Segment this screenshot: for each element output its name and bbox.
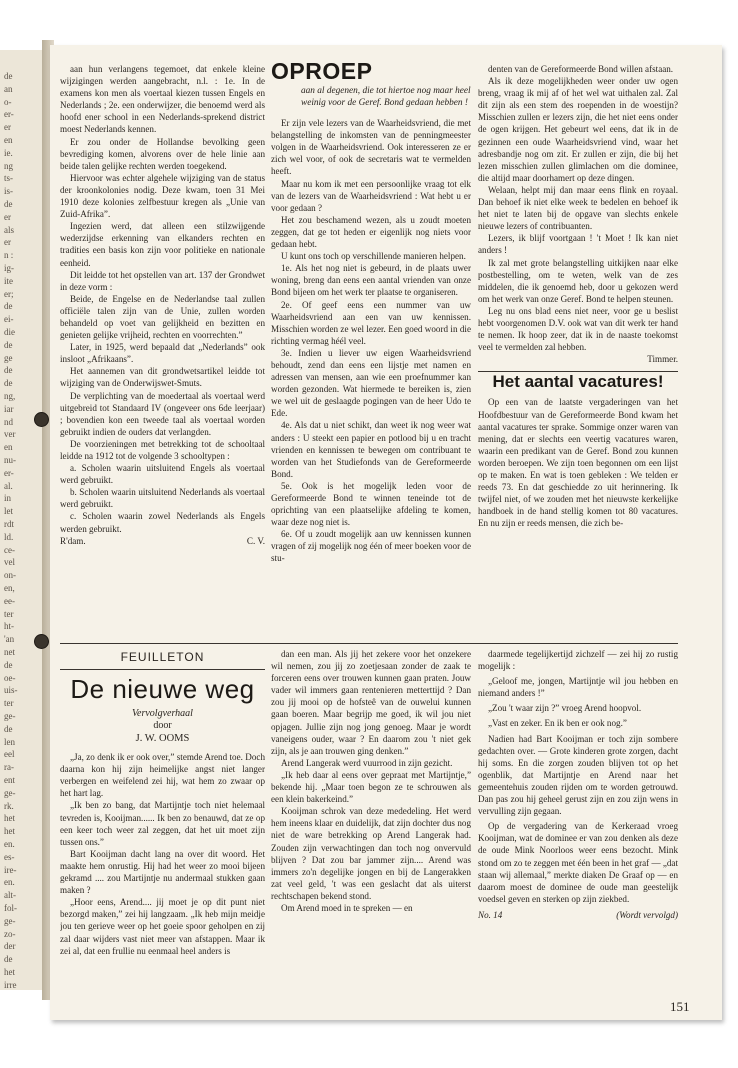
- paragraph: Maar nu kom ik met een persoonlijke vraag tot elk van de lezers van de Waarheidsvriend : Wat hebt u er voor gedaan ?: [271, 178, 471, 213]
- previous-page-text-fragment: ite: [4, 275, 13, 286]
- paragraph: Arend Langerak werd vuurrood in zijn gezicht.: [281, 757, 453, 768]
- paragraph: Op de vergadering van de Kerkeraad vroeg Kooijman, wat de dominee er van zou denken als deze de oude Mink Noorloos weer eens bezocht. Mink stond om zo te zeggen met één been in het graf — „dat staan wij allemaal,” merkte diaken De Graaf op — en daarom moest de dominee de oude man geestelijk voedsel geven en sterken op zijn ziekbed.: [478, 821, 678, 904]
- serial-text-2: [271, 648, 471, 914]
- previous-page-text-fragment: er-: [4, 467, 14, 478]
- paragraph: 2e. Of geef eens een nummer van uw Waarheidsvriend aan een van uw kennissen. Misschien worden ze wel lezer. Een goed woord in die richting vermag héél veel.: [271, 299, 471, 346]
- previous-page-text-fragment: let: [4, 506, 13, 517]
- serial-text-1: [60, 751, 265, 957]
- article-signoff: [60, 535, 265, 547]
- previous-page-text-fragment: en,: [4, 583, 15, 593]
- previous-page-text-fragment: es-: [4, 851, 15, 862]
- previous-page-text-fragment: ire-: [4, 864, 17, 875]
- previous-page-text-fragment: eel: [4, 749, 15, 760]
- previous-page-text-fragment: de: [4, 199, 13, 209]
- previous-page-text-fragment: ter: [4, 608, 14, 619]
- feuilleton-column-2: [271, 648, 471, 978]
- paragraph: Welaan, helpt mij dan maar eens flink en royaal. Dan behoef ik niet elke week te bedelen en behoef ik het niet te laten bij de opgave van slechts enkele nieuwe lezers of contribuanten.: [478, 184, 678, 232]
- oproep-article: [271, 63, 471, 638]
- paragraph: 3e. Indien u liever uw eigen Waarheidsvriend behoudt, zend dan eens een lijstje met namen en adressen van mensen, aan wie een proefnummer kan worden gezonden. Wat hiermede te bereiken is, zien we wel uit de geslaagde pogingen van de heer Udo te Ede.: [271, 347, 471, 419]
- paragraph: De voorzieningen met betrekking tot de schooltaal leidde na 1912 tot de volgende 3 schooltypen :: [60, 438, 265, 461]
- previous-page-text-fragment: de: [4, 723, 13, 734]
- feuilleton-column-3: [478, 648, 678, 978]
- paragraph: Leg nu ons blad eens niet neer, voor ge u beslist hebt voorgenomen D.V. ook wat van dit werk ter hand te nemen. Ik hoop zeer, dat ik in de naaste toekomst veel te vermelden zal hebben.: [478, 305, 678, 353]
- previous-page-text-fragment: en: [4, 442, 13, 453]
- previous-page-text-fragment: ent: [4, 775, 15, 785]
- serial-by: door: [153, 720, 172, 732]
- paragraph: 4e. Als dat u niet schikt, dan weet ik nog weer wat anders : U steekt een papier en potlood bij u en tracht vrienden en kennissen te bewegen om contribuant te worden van het Studiefonds van de Gereformeerde Bond.: [271, 420, 471, 479]
- oproep-subtitle: aan al degenen, die tot hiertoe nog maar heel weinig voor de Geref. Bond gedaan hebben !: [301, 86, 471, 109]
- paragraph: Dit leidde tot het opstellen van art. 137 der Grondwet in deze vorm :: [60, 269, 265, 292]
- section-rule: [60, 643, 678, 644]
- paragraph: „Geloof me, jongen, Martijntje wil jou hebben en niemand anders !”: [478, 676, 678, 699]
- paragraph: „Ik ben zo bang, dat Martijntje toch niet helemaal tevreden is, Kooijman...... Ik ben zo benauwd, dat ze op een keer toch weer zal zeggen, dat het uit moet zijn tussen ons.”: [60, 800, 265, 847]
- previous-page-text-fragment: irre: [4, 979, 17, 990]
- signoff-place: R'dam.: [60, 535, 86, 546]
- previous-page-text-fragment: de: [4, 378, 13, 389]
- binding-hole-icon: [34, 412, 49, 427]
- previous-page-text-fragment: ht-: [4, 621, 14, 632]
- right-column: [478, 63, 678, 638]
- paragraph: Als ik deze mogelijkheden weer onder uw ogen breng, vraag ik mij af of het wel wat uithalen zal. Zal dit zijn als een stem des roependen in de woestijn? Misschien zullen er lezers zijn, die het niet eens onder de ogen krijgen. Het gebeurt wel eens, dat ik in de gezinnen een oude Waarheidsvriend vind, waar het adresbandje nog om zit. Er zullen er zijn, die bij het lezen misschien zullen glimlachen om die dominee, die altijd maar doorhamert op deze dingen.: [478, 76, 678, 183]
- serial-subtitle: Vervolgverhaal: [132, 708, 193, 720]
- previous-page-text-fragment: de: [4, 659, 13, 670]
- continued-article: [60, 63, 265, 638]
- paragraph: c. Scholen waarin zowel Nederlands als Engels werden gebruikt.: [60, 511, 265, 534]
- paragraph: „Zou 't waar zijn ?” vroeg Arend hoopvol.: [488, 703, 642, 714]
- previous-page-text-fragment: iar: [4, 403, 14, 414]
- previous-page-text-fragment: an: [4, 83, 13, 94]
- feuilleton-header: FEUILLETON: [120, 650, 205, 664]
- paragraph: b. Scholen waarin uitsluitend Nederlands als voertaal werd gebruikt.: [60, 487, 265, 510]
- paragraph: Kooijman schrok van deze mededeling. Het werd hem ineens klaar en duidelijk, dat zijn dochter dus nog niet de ware betrekking op Arend Langerak had. Zouden zijn verwachtingen dan toch nog onvervuld blijven ? Dat zou bar jammer zijn.... Arend was immers zo'n degelijke jongen en bij de Langerakken zat veel geld, 't was een geslacht dat als uiterst rechtschapen bekend stond.: [271, 806, 471, 901]
- vacatures-body: Op een van de laatste vergaderingen van het Hoofdbestuur van de Gereformeerde Bond kwam het aantal vacatures ter sprake. Sommige onzer waren van mening, dat er slechts een veertig vacatures waren, waarin een predikant van de Geref. Bond zou kunnen worden beroepen. We zijn toen begonnen om een lijst op te maken. En wat is toen gebleken : We telden er reeds 73. En dat geschiedde zo uit herinnering. Ik twijfel niet, of we zouden met het nieuwste kerkelijke handboek in de hand stellig komen tot 80 vacatures. En nu zijn er reeds mensen, die zich be-: [478, 397, 678, 529]
- previous-page-text-fragment: ce-: [4, 544, 15, 555]
- vacatures-title: Het aantal vacatures!: [492, 372, 664, 392]
- previous-page-text-fragment: de: [4, 365, 13, 376]
- previous-page-text-fragment: ra-: [4, 762, 14, 773]
- previous-page-text-fragment: vel: [4, 557, 15, 568]
- page-sheet: [50, 45, 722, 1020]
- previous-page-text-fragment: ng,: [4, 391, 16, 401]
- paragraph: Lezers, ik blijf voortgaan ! 't Moet ! Ik kan niet anders !: [478, 233, 678, 256]
- paragraph: U kunt ons toch op verschillende manieren helpen.: [281, 251, 466, 262]
- previous-page-text-fragment: en.: [4, 839, 15, 849]
- previous-page-text-fragment: in: [4, 493, 12, 504]
- paragraph: denten van de Gereformeerde Bond willen afstaan.: [488, 64, 674, 74]
- previous-page-text-fragment: en.: [4, 877, 15, 888]
- previous-page-edge: [0, 50, 43, 990]
- previous-page-text-fragment: al.: [4, 480, 13, 491]
- previous-page-text-fragment: der: [4, 941, 16, 952]
- oproep-signature: Timmer.: [647, 354, 678, 365]
- oproep-signature-row: [478, 353, 678, 365]
- previous-page-text-fragment: nd: [4, 416, 13, 427]
- paragraph: 6e. Of u zoudt mogelijk aan uw kennissen kunnen vragen of zij mogelijk nog één of meer boeken voor de stu-: [271, 529, 471, 564]
- previous-page-text-fragment: ld.: [4, 531, 14, 542]
- previous-page-text-fragment: nu-: [4, 455, 16, 465]
- paragraph: Nadien had Bart Kooijman er toch zijn sombere gedachten over. — Grote kinderen grote zorgen, dacht hij soms. En die zorgen zouden blijven tot op het ogenblik, dat Martijntje en Arend naar het gemeentehuis zouden rijden om te worden getrouwd. Dan pas zou hij geheel gerust zijn en zou zijn wens in vervulling zijn gegaan.: [478, 733, 678, 817]
- paragraph: daarmede tegelijkertijd zichzelf — zei hij zo rustig mogelijk :: [478, 649, 678, 672]
- previous-page-text-fragment: die: [4, 327, 15, 337]
- feuilleton-column-1: [60, 648, 265, 978]
- paragraph: „Ja, zo denk ik er ook over,” stemde Arend toe. Doch daarna kon hij zijn heimelijke angst niet langer verbergen en weifelend zei hij, wat hem zo zwaar op het hart lag.: [60, 752, 265, 799]
- installment-number: No. 14: [478, 909, 503, 920]
- paragraph: Ik zal met grote belangstelling uitkijken naar elke postbestelling, om te weten, welk van de zes middelen, die ik genoemd heb, door u gekozen werd om het werk van onze Geref. Bond te helpen steunen.: [478, 257, 678, 304]
- paragraph: dan een man. Als jij het zekere voor het onzekere wil nemen, zou jij zo zoetjesaan zonder de zaak te forceren eens over trouwen kunnen gaan praten. Jouw vader wil immers gaan rentenieren metterttijd ? Dan zou jij mooi op de hofsteê van de ouwelui kunnen gaan boeren. Maar begrijp me goed, ik wil jou niet opjagen. Jullie zijn nog jong genoeg. Maar je wordt vaneigens ouder, waar ? En daarom zou 't niet gek zijn, als je aan trouwen ging denken.”: [271, 649, 471, 756]
- previous-page-text-fragment: 'an: [4, 634, 15, 645]
- signoff-initials: C. V.: [246, 535, 265, 546]
- previous-page-text-fragment: is-: [4, 186, 13, 197]
- previous-page-text-fragment: oe-: [4, 672, 16, 683]
- previous-page-text-fragment: fol-: [4, 903, 17, 913]
- oproep-continuation: [478, 63, 678, 353]
- previous-page-text-fragment: de: [4, 339, 13, 350]
- oproep-body: [271, 117, 471, 564]
- previous-page-text-fragment: uis-: [4, 685, 18, 696]
- previous-page-text-fragment: o-: [4, 96, 12, 107]
- previous-page-text-fragment: de: [4, 954, 13, 965]
- previous-page-text-fragment: de: [4, 301, 13, 312]
- previous-page-text-fragment: net: [4, 647, 15, 657]
- paragraph: Hiervoor was echter algehele wijziging van de status der kroonkolonies nodig. Deze kwam, toen 31 Mei 1910 deze kolonies zelfbestuur kregen als „Unie van Zuid-Afrika”.: [60, 172, 265, 220]
- previous-page-text-fragment: ter: [4, 698, 14, 709]
- previous-page-text-fragment: alt-: [4, 890, 16, 901]
- previous-page-text-fragment: ie.: [4, 147, 13, 158]
- serial-footer: [478, 909, 678, 921]
- previous-page-text-fragment: er-: [4, 109, 14, 120]
- previous-page-text-fragment: de: [4, 71, 13, 81]
- previous-page-text-fragment: rdt: [4, 519, 14, 529]
- binding-hole-icon: [34, 634, 49, 649]
- previous-page-text-fragment: zo-: [4, 928, 16, 939]
- paragraph: Het zou beschamend wezen, als u zoudt moeten zeggen, dat ge tot heden er eigenlijk nog niets voor gedaan hebt.: [271, 214, 471, 250]
- serial-author: J. W. OOMS: [135, 733, 190, 745]
- continued-note: (Wordt vervolgd): [616, 909, 678, 920]
- serial-title: De nieuwe weg: [70, 674, 255, 705]
- previous-page-text-fragment: als: [4, 224, 14, 235]
- previous-page-text-fragment: er: [4, 211, 11, 222]
- serial-text-3: [478, 648, 678, 905]
- previous-page-text-fragment: het: [4, 967, 15, 977]
- paragraph: Er zijn vele lezers van de Waarheidsvriend, die met belangstelling de inkomsten van de penningmeester volgen in de Waarheidsvriend. Ook interesseren ze er zich wel voor, of ook de secretaris wat te vermelden heeft.: [271, 118, 471, 177]
- paragraph: Het aannemen van dit grondwetsartikel leidde tot wijziging van de Onderwijswet-Smuts.: [60, 366, 265, 389]
- previous-page-text-fragment: ei-: [4, 314, 14, 325]
- previous-page-text-fragment: er: [4, 237, 11, 248]
- continued-article-body: [60, 63, 265, 535]
- previous-page-text-fragment: n :: [4, 250, 14, 261]
- previous-page-text-fragment: rk.: [4, 800, 14, 811]
- paragraph: Om Arend moed in te spreken — en: [281, 902, 413, 913]
- previous-page-text-fragment: er;: [4, 288, 14, 299]
- previous-page-text-fragment: ver: [4, 429, 16, 440]
- page-number: 151: [670, 999, 690, 1014]
- paragraph: „Ik heb daar al eens over gepraat met Martijntje,” bekende hij. „Maar toen begon ze te schrouwen als een klein bakerkeind.”: [271, 769, 471, 805]
- oproep-title: OPROEP: [271, 63, 373, 84]
- previous-page-text-fragment: ts-: [4, 173, 13, 184]
- previous-page-text-fragment: ge-: [4, 915, 16, 926]
- previous-page-text-fragment: len: [4, 736, 15, 747]
- previous-page-text-fragment: on-: [4, 570, 16, 581]
- paragraph: De verplichting van de moedertaal als voertaal werd uitgebreid tot Standaard IV (ongeveer ons 6de leerjaar) ; bovendien kon een tweede taal als voertaal worden gebruikt indien de ouders dat verlangden.: [60, 390, 265, 437]
- previous-page-text-fragment: het: [4, 813, 15, 824]
- previous-page-text-fragment: ge: [4, 352, 13, 363]
- previous-page-text-fragment: ng: [4, 160, 13, 171]
- previous-page-text-fragment: er: [4, 122, 11, 133]
- previous-page-text-fragment: ee-: [4, 595, 15, 606]
- paragraph: Beide, de Engelse en de Nederlandse taal zullen officiële talen zijn van de Unie, zullen worden behandeld op voet van gelijkheid en bezitten en genieten gelijke vrijheid, rechten en voorrechten.”: [60, 293, 265, 341]
- feuilleton-rule: [60, 669, 265, 670]
- paragraph: a. Scholen waarin uitsluitend Engels als voertaal werd gebruikt.: [60, 463, 265, 486]
- paragraph: „Hoor eens, Arend.... jij moet je op dit punt niet bezorgd maken,” zei hij langzaam. „Ik heb mijn meidje jou ten gerieve weer op het goeie spoor geholpen en zij zal daar wijders vast niet meer van afstappen. Maar ik zei al, dat een frullie nu eenmaal heel anders is: [60, 897, 265, 956]
- paragraph: Ingezien werd, dat alleen een stilzwijgende wederzijdse erkenning van elkanders rechten en tradities een basis kon zijn voor politieke en nationale eenheid.: [60, 221, 265, 268]
- paragraph: Er zou onder de Hollandse bevolking geen bevrediging komen, alvorens over de hele linie aan beide talen gelijke rechten werden toegekend.: [60, 136, 265, 171]
- previous-page-text-fragment: het: [4, 826, 15, 837]
- previous-page-text-fragment: ge-: [4, 711, 16, 721]
- previous-page-text-fragment: ge-: [4, 787, 16, 798]
- paragraph: Later, in 1925, werd bepaald dat „Nederlands” ook insloot „Afrikaans”.: [60, 342, 265, 365]
- paragraph: „Vast en zeker. En ik ben er ook nog.”: [488, 718, 627, 729]
- previous-page-text-fragment: en: [4, 135, 13, 145]
- paragraph: aan hun verlangens tegemoet, dat enkele kleine wijzigingen werden aangebracht, n.l. : 1e. In de examens kon men als voertaal kiezen tussen Engels en Nederlands ; 2e. een onderwijzer, die benoemd werd als hoofd ener school in een Nederlands-sprekend district moest Nederlands kennen.: [60, 64, 265, 135]
- previous-page-text-fragment: ig-: [4, 263, 14, 273]
- paragraph: 1e. Als het nog niet is gebeurd, in de plaats uwer woning, breng dan eens een aantal vrienden van onze Bond bijeen om het werk ter plaatse te organiseren.: [271, 263, 471, 298]
- paragraph: 5e. Ook is het mogelijk leden voor de Gereformeerde Bond te winnen teneinde tot de oprichting van een plaatselijke afdeling te komen, waar deze nog niet is.: [271, 480, 471, 528]
- paragraph: Bart Kooijman dacht lang na over dit woord. Het maakte hem onrustig. Hij had het weer zo mooi bijeen gekramd .... zou Martijntje nu andermaal stukken gaan maken ?: [60, 848, 265, 896]
